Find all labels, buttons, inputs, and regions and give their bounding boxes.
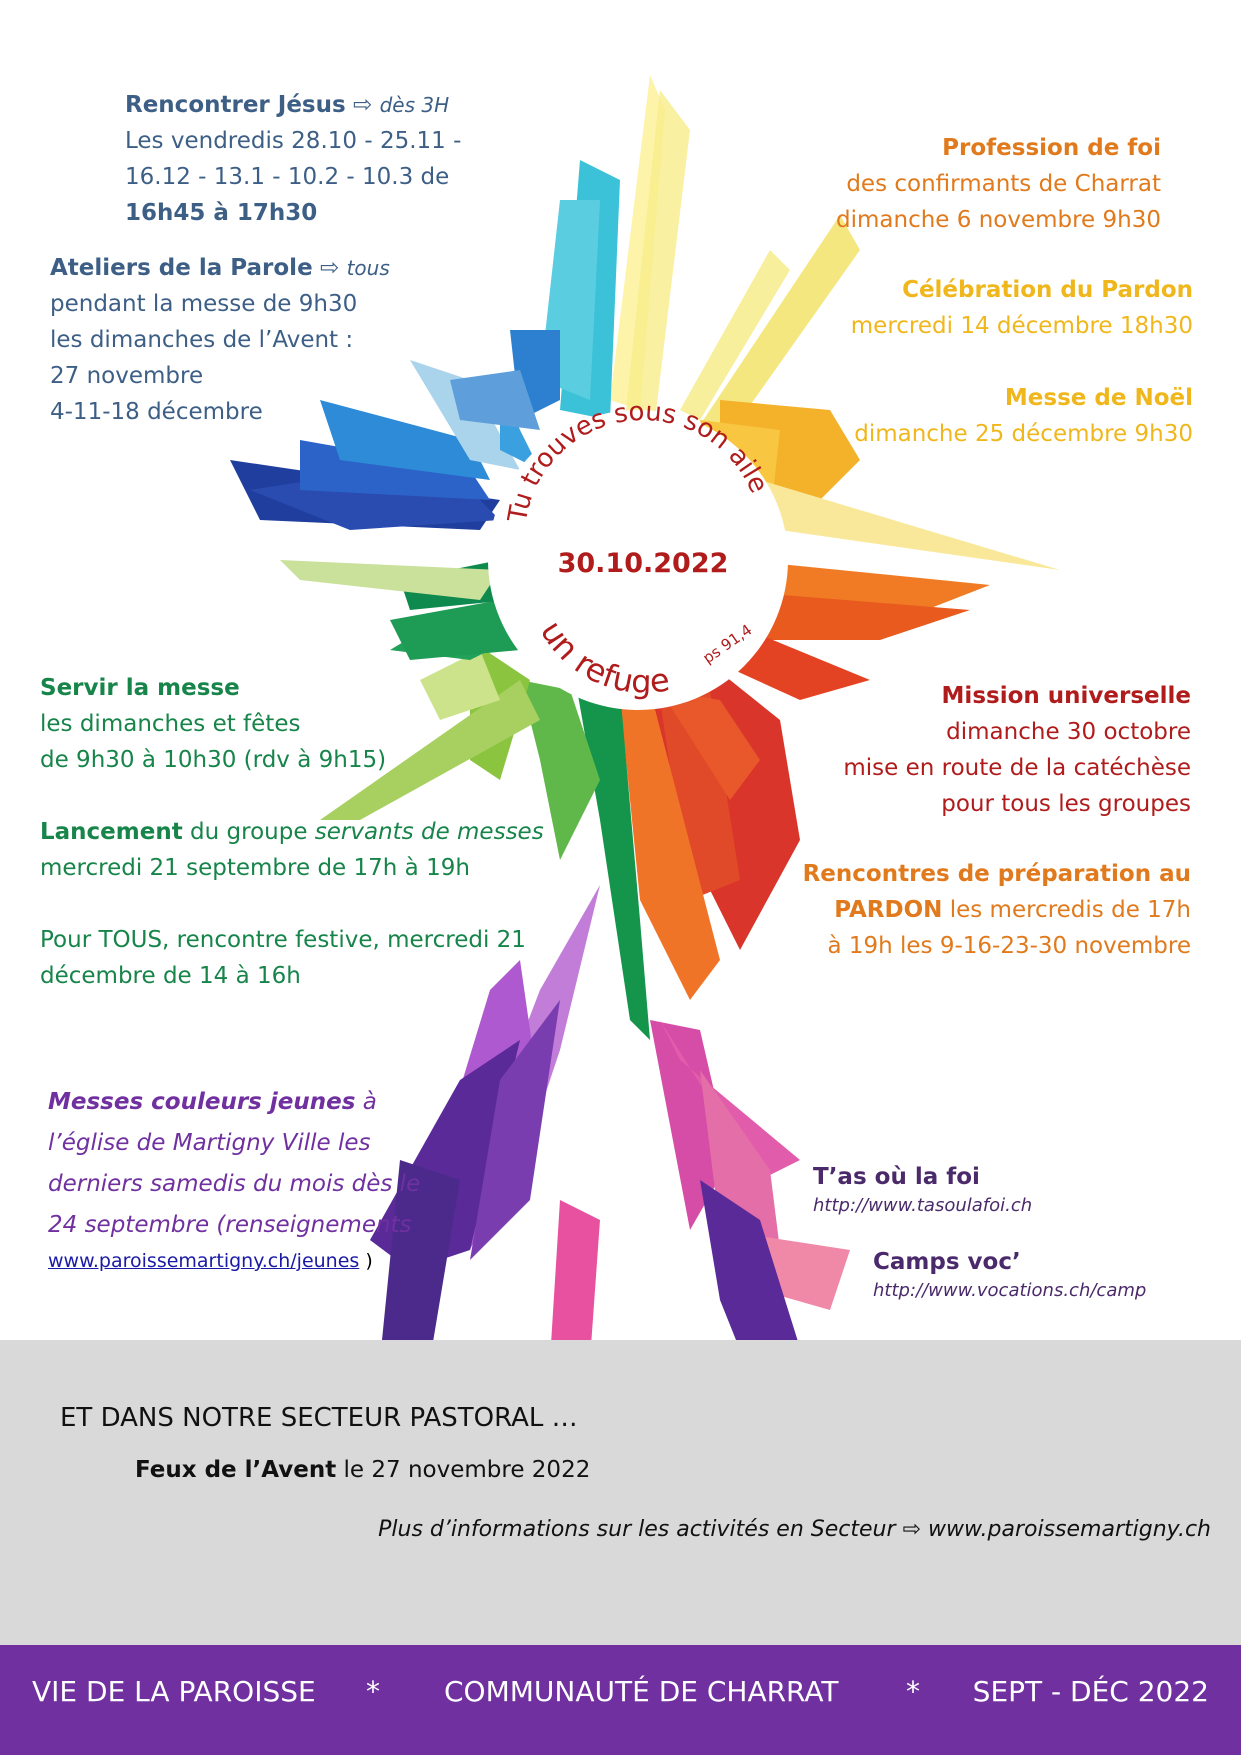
campsvoc-block (873, 1245, 1146, 1303)
arc-bottom-text: un refuge (532, 613, 672, 701)
ateliers-line4: 4-11-18 décembre (50, 399, 263, 425)
preparation-block (803, 856, 1191, 964)
rencontrer-title: Rencontrer Jésus (125, 92, 346, 118)
mission-title: Mission universelle (941, 683, 1191, 709)
info-text: Plus d’informations sur les activités en Secteur (378, 1517, 896, 1542)
noel-title: Messe de Noël (1004, 385, 1193, 411)
preparation-line2: à 19h les 9-16-23-30 novembre (827, 933, 1191, 959)
arrow-icon: ⇨ (353, 92, 373, 118)
mission-line1: dimanche 30 octobre (946, 719, 1191, 745)
ateliers-line3: 27 novembre (50, 363, 204, 389)
arrow-icon: ⇨ (902, 1517, 921, 1542)
info-url[interactable]: www.paroissemartigny.ch (927, 1517, 1211, 1542)
feux-bold: Feux de l’Avent (135, 1457, 337, 1483)
noel-line1: dimanche 25 décembre 9h30 (854, 421, 1193, 447)
secteur-band (0, 1340, 1241, 1645)
couleurs-title-rest: à (355, 1089, 377, 1115)
rencontrer-age: dès 3H (379, 93, 450, 117)
couleurs-line3: 24 septembre (renseignements (48, 1212, 412, 1238)
ateliers-who: tous (346, 256, 390, 280)
couleurs-line2: derniers samedis du mois dès le (48, 1171, 421, 1197)
pardon-title: Célébration du Pardon (902, 277, 1193, 303)
mission-line2: mise en route de la catéchèse (843, 755, 1191, 781)
footer-left: VIE DE LA PAROISSE (32, 1675, 316, 1708)
arrow-icon: ⇨ (319, 255, 340, 281)
tasoulafoi-title: T’as où la foi (813, 1164, 980, 1190)
couleurs-link[interactable]: www.paroissemartigny.ch/jeunes (48, 1250, 360, 1272)
arc-top-text: Tu trouves sous son aile (502, 396, 774, 525)
couleurs-close: ) (359, 1250, 373, 1272)
profession-block (836, 130, 1161, 238)
servir-line2: de 9h30 à 10h30 (rdv à 9h15) (40, 747, 387, 773)
preparation-pardon: PARDON (834, 897, 943, 923)
servir-line1: les dimanches et fêtes (40, 711, 301, 737)
psalm-ref: ps 91,4 (699, 620, 756, 668)
footer-sep-1: * (366, 1675, 380, 1708)
campsvoc-url[interactable]: http://www.vocations.ch/camp (873, 1280, 1147, 1301)
noel-block (854, 380, 1193, 452)
pardon-line1: mercredi 14 décembre 18h30 (850, 313, 1193, 339)
ateliers-line2: les dimanches de l’Avent : (50, 327, 354, 353)
tous-line1: Pour TOUS, rencontre festive, mercredi 21 (40, 927, 526, 953)
tous-line2: décembre de 14 à 16h (40, 963, 301, 989)
rencontrer-line2: 16.12 - 13.1 - 10.2 - 10.3 de (125, 164, 450, 190)
profession-line2: dimanche 6 novembre 9h30 (836, 207, 1161, 233)
couleurs-title: Messes couleurs jeunes (48, 1089, 356, 1115)
tasoulafoi-block (813, 1160, 1032, 1218)
couleurs-block (48, 1082, 420, 1276)
info-line (378, 1512, 1211, 1548)
feux-line (135, 1452, 590, 1488)
lancement-italic: servants de messes (314, 819, 544, 845)
ateliers-title: Ateliers de la Parole (50, 255, 313, 281)
profession-title: Profession de foi (942, 135, 1161, 161)
feux-rest: le 27 novembre 2022 (336, 1457, 591, 1483)
rencontrer-block (125, 87, 461, 231)
servir-title: Servir la messe (40, 675, 240, 701)
mission-block (843, 678, 1191, 822)
profession-line1: des confirmants de Charrat (846, 171, 1161, 197)
lancement-mid: du groupe (182, 819, 315, 845)
preparation-title: Rencontres de préparation au (802, 861, 1191, 887)
center-date: 30.10.2022 (557, 548, 729, 579)
preparation-line1: les mercredis de 17h (942, 897, 1191, 923)
tasoulafoi-url[interactable]: http://www.tasoulafoi.ch (813, 1195, 1033, 1216)
footer-middle: COMMUNAUTÉ DE CHARRAT (444, 1675, 839, 1708)
mission-line3: pour tous les groupes (941, 791, 1191, 817)
rencontrer-time: 16h45 à 17h30 (125, 200, 318, 226)
campsvoc-title: Camps voc’ (873, 1249, 1021, 1275)
secteur-heading: ET DANS NOTRE SECTEUR PASTORAL … (60, 1403, 578, 1433)
rencontrer-line1: Les vendredis 28.10 - 25.11 - (125, 128, 462, 154)
footer-right: SEPT - DÉC 2022 (972, 1675, 1209, 1708)
footer-sep-2: * (906, 1675, 920, 1708)
couleurs-line1: l’église de Martigny Ville les (48, 1130, 371, 1156)
pardon-block (851, 272, 1193, 344)
servir-block (40, 670, 544, 994)
lancement-line2: mercredi 21 septembre de 17h à 19h (40, 855, 470, 881)
footer-bar (0, 1645, 1241, 1755)
ateliers-block (50, 250, 390, 430)
lancement-bold: Lancement (40, 819, 183, 845)
ateliers-line1: pendant la messe de 9h30 (50, 291, 358, 317)
